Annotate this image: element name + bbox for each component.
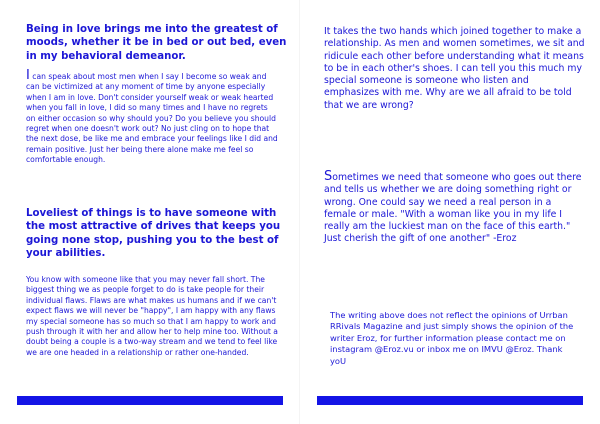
left-paragraph-2: You know with someone like that you may never fall short. The biggest thing we as people forget to do is take people for their individual flaws. Flaws are what makes us humans and if we can't expect flaws we will never be "happy", I am happy with any flaws my special someone has so much so that I am happy to work and push through it with her and allow her to help mine too. Without a doubt being a couple is a two-way stream and we tend to feel like we are one headed in a relationship or rather one-handed.: [26, 275, 278, 357]
left-paragraph-1: [26, 68, 278, 166]
left-footer-bar: [17, 396, 283, 405]
right-page: [300, 0, 600, 424]
right-paragraph-2-text: ometimes we need that someone who goes out there and tells us whether we are doing something right or wrong. One could say we need a real person in a female or male. "With a woman like you in my life I really am the luckiest man on the face of this earth." Just cherish the gift of one another" -Eroz: [324, 172, 582, 245]
right-dropcap-s: S: [324, 169, 333, 184]
left-dropcap-i: I: [26, 68, 30, 83]
left-paragraph-1-text: can speak about most men when I say I become so weak and can be victimized at any moment of time by anyone especially when I am in love. Don't consider yourself weak or weak hearted when you fall in love, I did so many times and I have no regrets on either occasion so why should you? Do you believe you should regret when one doesn't work out? No just cling on to hope that the next dose, be like me and embrace your feelings like I did and remain positive. Just her being there alone make me feel so comfortable enough.: [26, 72, 278, 165]
right-paragraph-1: It takes the two hands which joined together to make a relationship. As men and women sometimes, we sit and ridicule each other before understanding what it means to be in each other's shoes. I can tell you this much my special someone is someone who listen and emphasizes with me. Why are we all afraid to be told that we are wrong?: [324, 26, 585, 111]
right-paragraph-2: [324, 169, 586, 246]
left-heading-2: Loveliest of things is to have someone with the most attractive of drives that keeps you going none stop, pushing you to the best of your abilities.: [26, 208, 281, 260]
right-disclaimer: The writing above does not reflect the opinions of Urrban RRivals Magazine and just simply shows the opinion of the writer Eroz, for further information please contact me on instagram @Eroz.vu or inbox me on IMVU @Eroz. Thank yoU: [330, 310, 574, 366]
right-footer-bar: [317, 396, 583, 405]
left-heading-1: Being in love brings me into the greatest of moods, whether it be in bed or out bed, even in my behavioral demeanor.: [26, 24, 287, 62]
